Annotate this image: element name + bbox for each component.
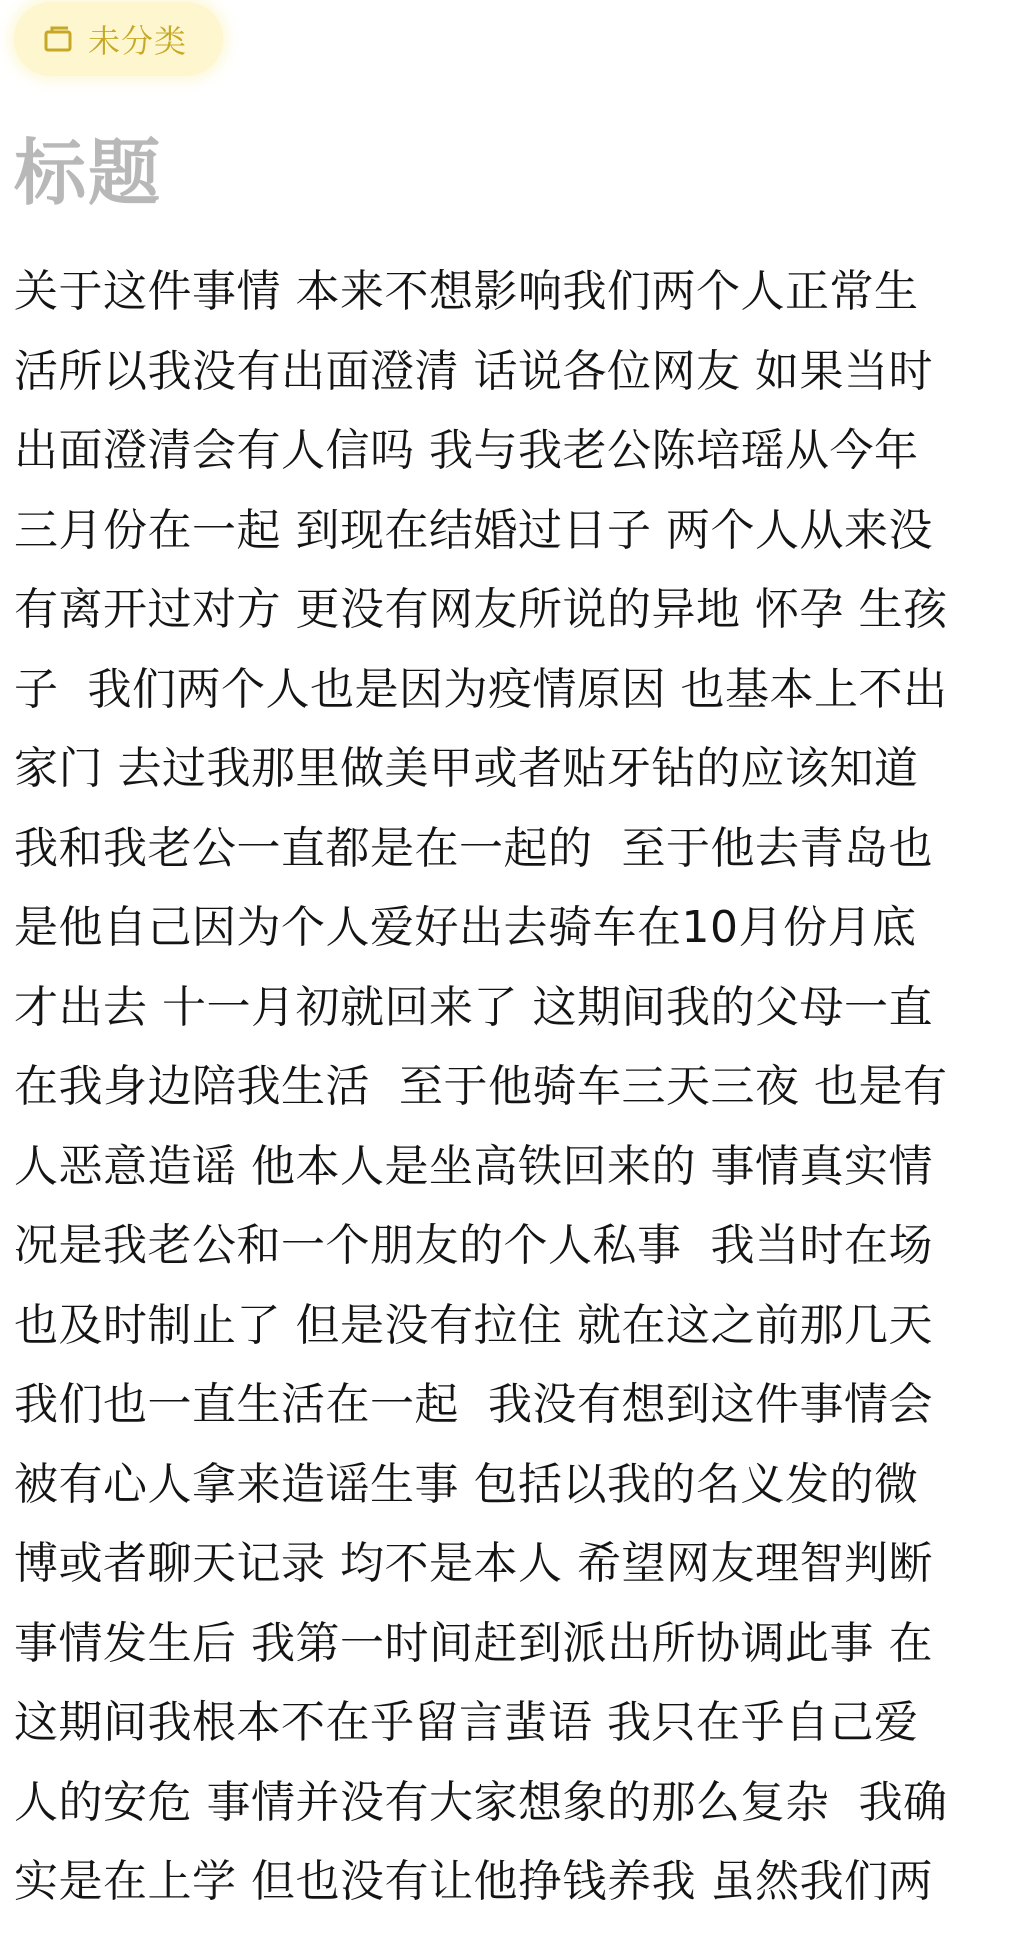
body-line: 子 我们两个人也是因为疫情原因 也基本上不出 <box>14 663 948 715</box>
body-line: 博或者聊天记录 均不是本人 希望网友理智判断 <box>14 1538 933 1589</box>
body-line: 家门 去过我那里做美甲或者贴牙钻的应该知道 <box>14 743 919 794</box>
body-line: 我和我老公一直都是在一起的 至于他去青岛也 <box>14 822 933 874</box>
body-line: 这期间我根本不在乎留言蜚语 我只在乎自己爱 <box>14 1697 919 1748</box>
title-input[interactable]: 标题 <box>14 131 163 215</box>
body-line: 被有心人拿来造谣生事 包括以我的名义发的微 <box>14 1458 919 1510</box>
body-line: 人恶意造谣 他本人是坐高铁回来的 事情真实情 <box>14 1140 933 1192</box>
body-line: 也及时制止了 但是没有拉住 就在这之前那几天 <box>14 1299 933 1351</box>
body-line: 关于这件事情 本来不想影响我们两个人正常生 <box>14 266 919 317</box>
folder-icon <box>44 26 72 52</box>
body-line: 有离开过对方 更没有网友所说的异地 怀孕 生孩 <box>14 584 948 635</box>
body-line: 实是在上学 但也没有让他挣钱养我 虽然我们两 <box>14 1856 933 1907</box>
body-line: 三月份在一起 到现在结婚过日子 两个人从来没 <box>14 504 933 556</box>
body-line: 是他自己因为个人爱好出去骑车在10月份月底 <box>14 902 917 953</box>
category-chip[interactable] <box>14 2 223 76</box>
body-line: 我们也一直生活在一起 我没有想到这件事情会 <box>14 1379 933 1430</box>
body-line: 活所以我没有出面澄清 话说各位网友 如果当时 <box>14 345 933 397</box>
body-line: 出面澄清会有人信吗 我与我老公陈培瑶从今年 <box>14 425 919 476</box>
body-line: 事情发生后 我第一时间赶到派出所协调此事 在 <box>14 1617 933 1669</box>
note-body[interactable] <box>14 252 1004 1922</box>
body-line: 人的安危 事情并没有大家想象的那么复杂 我确 <box>14 1776 948 1828</box>
body-line: 才出去 十一月初就回来了 这期间我的父母一直 <box>14 981 933 1033</box>
category-label: 未分类 <box>88 22 188 60</box>
body-line: 况是我老公和一个朋友的个人私事 我当时在场 <box>14 1220 933 1271</box>
body-line: 在我身边陪我生活 至于他骑车三天三夜 也是有 <box>14 1061 948 1112</box>
